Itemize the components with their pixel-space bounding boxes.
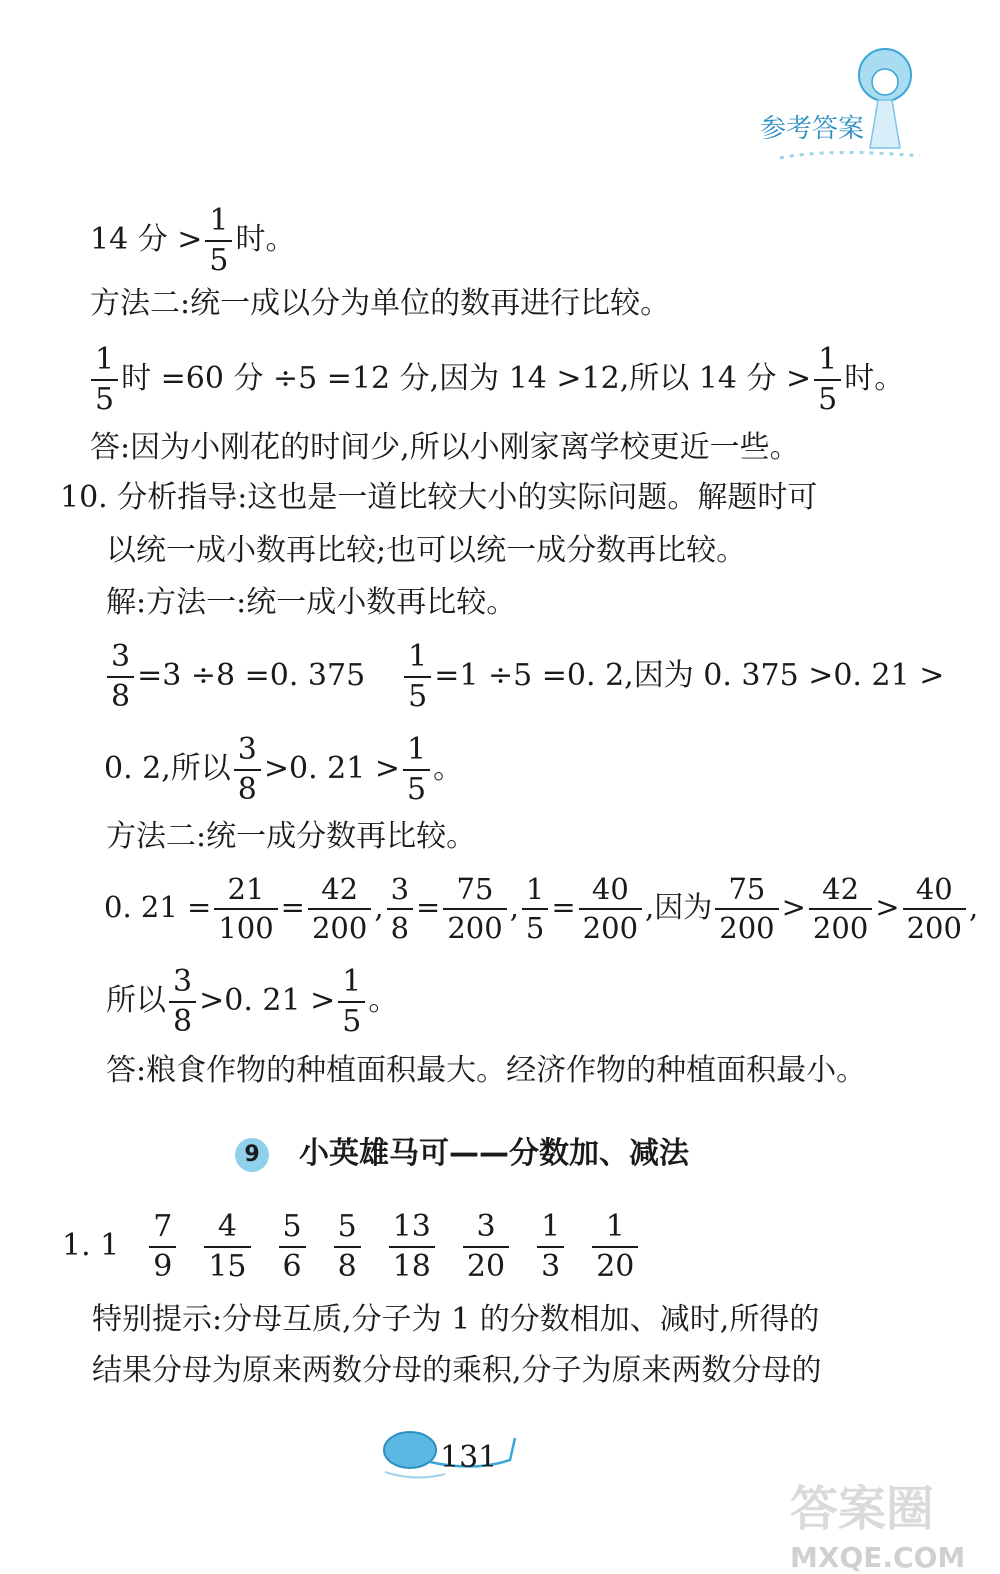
- fraction: [443, 872, 506, 945]
- denominator: 200: [582, 911, 639, 945]
- fraction: [149, 1209, 176, 1284]
- fraction: [338, 964, 365, 1039]
- text-line: [104, 639, 945, 714]
- fraction: [404, 639, 431, 714]
- denominator: 20: [466, 1249, 506, 1284]
- denominator: 18: [392, 1249, 431, 1284]
- denominator: 15: [208, 1249, 247, 1284]
- watermark: [790, 1470, 990, 1574]
- denominator: 200: [311, 911, 368, 945]
- text-line: 方法二:统一成分数再比较。: [106, 819, 477, 854]
- text-line: [104, 872, 979, 945]
- numerator: 1: [522, 875, 548, 910]
- line-text: >: [781, 890, 806, 924]
- numerator: 1: [404, 642, 431, 678]
- numerator: 1: [537, 1212, 564, 1248]
- section-number-badge: 9: [235, 1138, 269, 1172]
- numerator: 13: [389, 1212, 435, 1248]
- fraction: [715, 872, 778, 945]
- denominator: 5: [209, 243, 229, 278]
- fraction: [809, 872, 872, 945]
- fraction: [403, 732, 430, 807]
- line-text: ,因为: [645, 890, 713, 924]
- fraction: [334, 1209, 361, 1284]
- answer-label: 1. 1: [62, 1228, 120, 1263]
- denominator: 20: [596, 1249, 635, 1284]
- denominator: 8: [173, 1004, 193, 1039]
- text-line: [106, 964, 399, 1039]
- numerator: 21: [214, 875, 277, 910]
- fraction: [579, 872, 642, 945]
- line-text: 时 =60 分 ÷5 =12 分,因为 14 >12,所以 14 分 >: [121, 361, 812, 396]
- text-line: 以统一成小数再比较;也可以统一成分数再比较。: [106, 533, 747, 568]
- denominator: 9: [153, 1249, 173, 1284]
- text-line: 解:方法一:统一成小数再比较。: [106, 585, 517, 620]
- line-text: 。: [368, 983, 399, 1018]
- fraction: [463, 1209, 509, 1284]
- fraction: [592, 1209, 638, 1284]
- section-title: 小英雄马可——分数加、减法: [299, 1136, 689, 1171]
- numerator: 3: [169, 967, 196, 1003]
- fraction: [389, 1209, 435, 1284]
- fraction: [214, 872, 277, 945]
- numerator: 75: [715, 875, 778, 910]
- line-text: 时。: [235, 222, 296, 257]
- line-text: =1 ÷5 =0. 2,因为 0. 375 >0. 21 >: [434, 658, 945, 693]
- watermark-text: 答案圈: [790, 1481, 935, 1537]
- section-heading: [235, 1128, 689, 1172]
- numerator: 1: [403, 735, 430, 771]
- text-line: [90, 203, 296, 278]
- line-text: 。: [433, 751, 464, 786]
- line-text: >0. 21 >: [199, 983, 336, 1018]
- denominator: 3: [541, 1249, 561, 1284]
- denominator: 5: [525, 911, 545, 945]
- line-text: >: [875, 890, 900, 924]
- numerator: 1: [205, 206, 232, 242]
- denominator: 5: [407, 772, 427, 807]
- denominator: 200: [719, 911, 775, 945]
- numerator: 4: [204, 1212, 250, 1248]
- text-line: 方法二:统一成以分为单位的数再进行比较。: [90, 286, 671, 321]
- denominator: 100: [218, 911, 274, 945]
- numerator: 3: [234, 735, 261, 771]
- line-text: =3 ÷8 =0. 375: [137, 658, 366, 693]
- numerator: 75: [443, 875, 506, 910]
- fraction: [234, 732, 261, 807]
- line-text: 时。: [844, 361, 905, 396]
- line-text: ,: [968, 890, 979, 924]
- text-line: [88, 342, 905, 417]
- denominator: 5: [408, 679, 428, 714]
- cartoon-girl-icon: [770, 40, 930, 170]
- line-text: =: [416, 890, 441, 924]
- numerator: 42: [308, 875, 371, 910]
- tip-line: 结果分母为原来两数分母的乘积,分子为原来两数分母的: [92, 1353, 822, 1388]
- fraction: [279, 1209, 306, 1284]
- denominator: 8: [390, 911, 410, 945]
- denominator: 5: [95, 382, 115, 417]
- numerator: 40: [579, 875, 642, 910]
- line-text: 0. 21 =: [104, 890, 212, 924]
- line-text: 14 分 >: [90, 222, 203, 257]
- line-text: >0. 21 >: [263, 751, 401, 786]
- fraction: [107, 639, 134, 714]
- denominator: 5: [342, 1004, 362, 1039]
- answer-line: [62, 1209, 652, 1284]
- header-label: 参考答案: [760, 114, 865, 144]
- numerator: 1: [91, 345, 118, 381]
- line-text: ,: [374, 890, 384, 924]
- numerator: 7: [149, 1212, 176, 1248]
- numerator: 5: [334, 1212, 361, 1248]
- line-text: 0. 2,所以: [104, 751, 231, 786]
- fraction: [814, 342, 841, 417]
- numerator: 1: [814, 345, 841, 381]
- line-text: 所以: [106, 983, 166, 1018]
- fraction: [91, 342, 118, 417]
- numerator: 40: [903, 875, 966, 910]
- fraction: [387, 872, 413, 945]
- numerator: 5: [279, 1212, 306, 1248]
- tip-line: 特别提示:分母互质,分子为 1 的分数相加、减时,所得的: [92, 1302, 820, 1337]
- denominator: 8: [111, 679, 131, 714]
- watermark-url: MXQE.COM: [790, 1541, 966, 1574]
- text-line: [104, 732, 464, 807]
- line-text: ,: [509, 890, 519, 924]
- fraction: [169, 964, 196, 1039]
- fraction: [204, 1209, 250, 1284]
- fraction: [903, 872, 966, 945]
- numerator: 1: [338, 967, 365, 1003]
- denominator: 200: [447, 911, 503, 945]
- fraction: [205, 203, 232, 278]
- numerator: 1: [592, 1212, 638, 1248]
- denominator: 200: [906, 911, 962, 945]
- numerator: 3: [463, 1212, 509, 1248]
- fraction: [537, 1209, 564, 1284]
- denominator: 8: [237, 772, 257, 807]
- line-text: =: [280, 890, 305, 924]
- page-number: 131: [440, 1440, 498, 1475]
- denominator: 8: [337, 1249, 357, 1284]
- header-decoration: [760, 40, 930, 170]
- denominator: 200: [812, 911, 869, 945]
- denominator: 6: [282, 1249, 302, 1284]
- numerator: 42: [809, 875, 872, 910]
- problem-10-heading: 10. 分析指导:这也是一道比较大小的实际问题。解题时可: [60, 480, 818, 515]
- text-line: 答:因为小刚花的时间少,所以小刚家离学校更近一些。: [90, 430, 800, 465]
- numerator: 3: [107, 642, 134, 678]
- line-text: =: [551, 890, 576, 924]
- denominator: 5: [818, 382, 838, 417]
- fraction: [522, 872, 548, 945]
- numerator: 3: [387, 875, 413, 910]
- fraction: [308, 872, 371, 945]
- text-line: 答:粮食作物的种植面积最大。经济作物的种植面积最小。: [106, 1053, 867, 1088]
